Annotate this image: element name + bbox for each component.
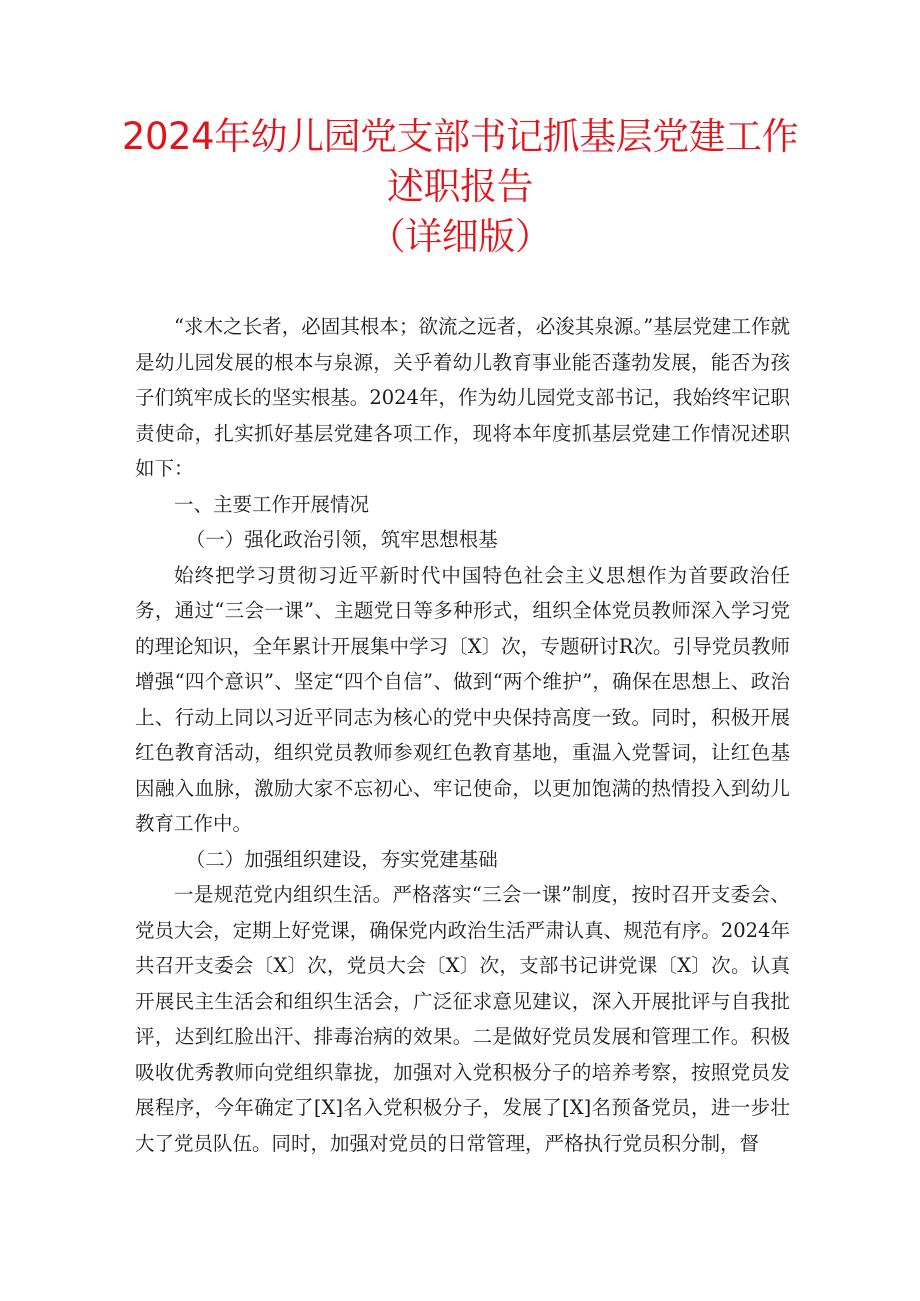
title-line-1: 2024年幼儿园党支部书记抓基层党建工作 bbox=[121, 115, 799, 158]
subsection-heading-1: （一）强化政治引领，筑牢思想根基 bbox=[185, 528, 498, 551]
title-line-3: （详细版） bbox=[368, 215, 552, 258]
body-paragraph-2: 一是规范党内组织生活。严格落实“三会一课”制度，按时召开支委会、党员大会，定期上好党课，确保党内政治生活严肃认真、规范有序。2024年共召开支委会〔X〕次，党员大会〔X〕次，支部书记讲党课〔X〕次。认真开展民主生活会和组织生活会，广泛征求意见建议，深入开展批评与自我批评，达到红脸出汗、排毒治病的效果。二是做好党员发展和管理工作。积极吸收优秀教师向党组织靠拢，加强对入党积极分子的培养考察，按照党员发展程序，今年确定了[X]名入党积极分子，发展了[X]名预备党员，进一步壮大了党员队伍。同时，加强对党员的日常管理，严格执行党员积分制，督 bbox=[135, 883, 790, 1155]
body-paragraph-1: 始终把学习贯彻习近平新时代中国特色社会主义思想作为首要政治任务，通过“三会一课”、主题党日等多种形式，组织全体党员教师深入学习党的理论知识，全年累计开展集中学习〔X〕次，专题研讨R次。引导党员教师增强“四个意识”、坚定“四个自信”、做到“两个维护”，确保在思想上、政治上、行动上同以习近平同志为核心的党中央保持高度一致。同时，积极开展红色教育活动，组织党员教师参观红色教育基地，重温入党誓词，让红色基因融入血脉，激励大家不忘初心、牢记使命，以更加饱满的热情投入到幼儿教育工作中。 bbox=[135, 563, 790, 835]
document-body bbox=[135, 309, 790, 1161]
intro-paragraph: “求木之长者，必固其根本；欲流之远者，必浚其泉源。”基层党建工作就是幼儿园发展的根本与泉源，关乎着幼儿教育事业能否蓬勃发展，能否为孩子们筑牢成长的坚实根基。2024年，作为幼儿园党支部书记，我始终牢记职责使命，扎实抓好基层党建各项工作，现将本年度抓基层党建工作情况述职如下： bbox=[135, 315, 790, 480]
subsection-heading-2: （二）加强组织建设，夯实党建基础 bbox=[185, 847, 498, 871]
title-line-2: 述职报告 bbox=[387, 165, 533, 208]
document-title bbox=[0, 112, 920, 262]
section-heading-1: 一、主要工作开展情况 bbox=[174, 492, 370, 516]
